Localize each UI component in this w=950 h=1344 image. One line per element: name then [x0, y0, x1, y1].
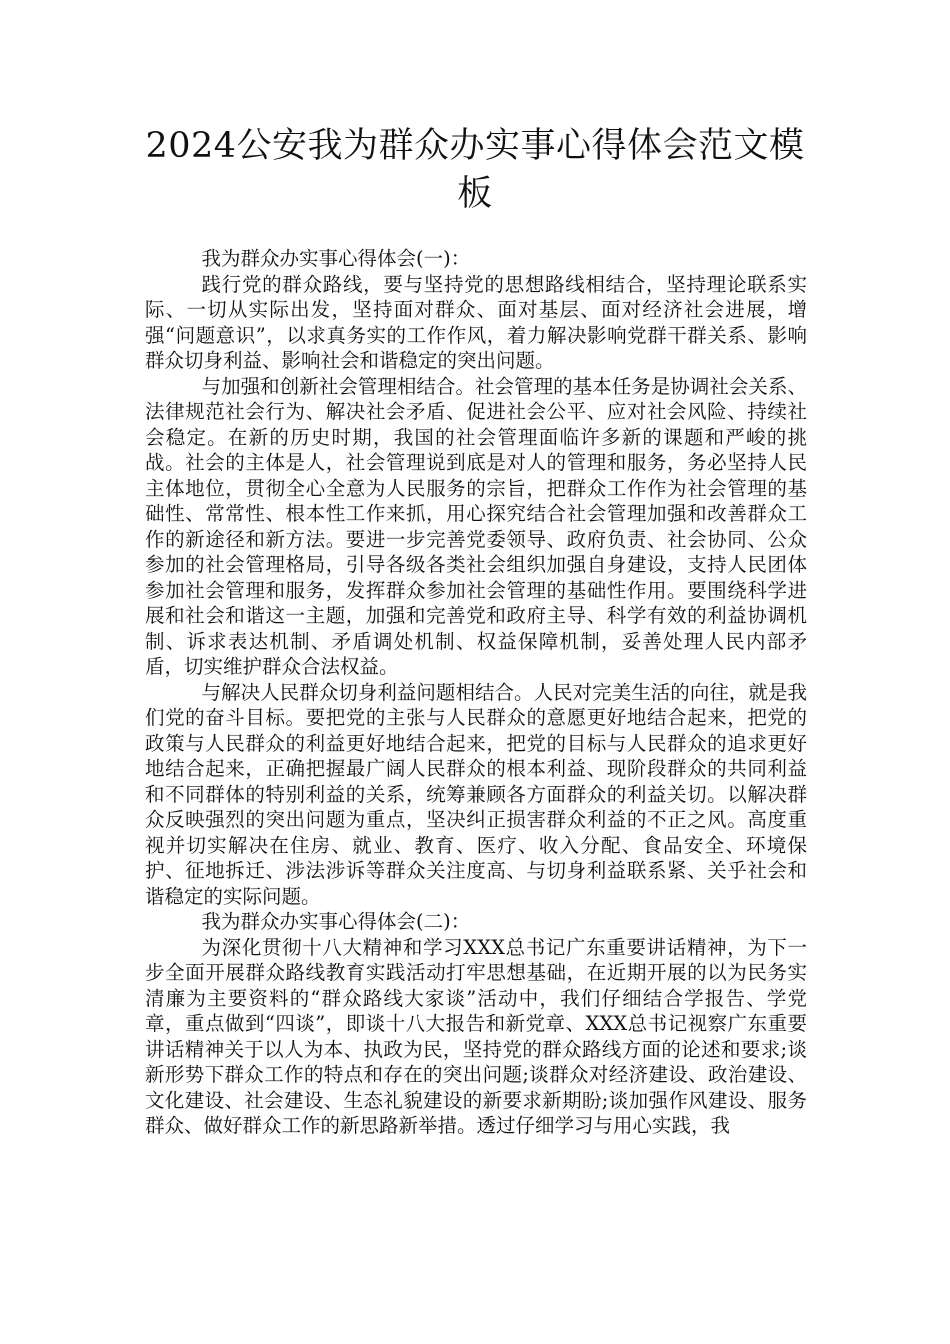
body-paragraph: 与解决人民群众切身利益问题相结合。人民对完美生活的向往，就是我们党的奋斗目标。要把党的主张与人民群众的意愿更好地结合起来，把党的政策与人民群众的利益更好地结合起来，把党的目标与人民群众的追求更好地结合起来，正确把握最广阔人民群众的根本利益、现阶段群众的共同利益和不同群体的特别利益的关系，统筹兼顾各方面群众的利益关切。以解决群众反映强烈的突出问题为重点，坚决纠正损害群众利益的不正之风。高度重视并切实解决在住房、就业、教育、医疗、收入分配、食品安全、环境保护、征地拆迁、涉法涉诉等群众关注度高、与切身利益联系紧、关乎社会和谐稳定的实际问题。 — [145, 680, 807, 908]
section-heading: 我为群众办实事心得体会(一)： — [201, 247, 471, 270]
document-title: 2024公安我为群众办实事心得体会范文模板 — [145, 126, 805, 214]
section-heading: 我为群众办实事心得体会(二)： — [201, 910, 471, 933]
body-paragraph: 为深化贯彻十八大精神和学习XXX总书记广东重要讲话精神，为下一步全面开展群众路线教育实践活动打牢思想基础，在近期开展的以为民务实清廉为主要资料的“群众路线大家谈”活动中，我们仔细结合学报告、学党章，重点做到“四谈”，即谈十八大报告和新党章、XXX总书记视察广东重要讲话精神关于以人为本、执政为民，坚持党的群众路线方面的论述和要求;谈新形势下群众工作的特点和存在的突出问题;谈群众对经济建设、政治建设、文化建设、社会建设、生态礼貌建设的新要求新期盼;谈加强作风建设、服务群众、做好群众工作的新思路新举措。透过仔细学习与用心实践，我 — [145, 935, 807, 1137]
body-paragraph: 践行党的群众路线，要与坚持党的思想路线相结合，坚持理论联系实际、一切从实际出发，坚持面对群众、面对基层、面对经济社会进展，增强“问题意识”，以求真务实的工作作风，着力解决影响党群干群关系、影响群众切身利益、影响社会和谐稳定的突出问题。 — [145, 272, 807, 372]
body-paragraph: 与加强和创新社会管理相结合。社会管理的基本任务是协调社会关系、法律规范社会行为、解决社会矛盾、促进社会公平、应对社会风险、持续社会稳定。在新的历史时期，我国的社会管理面临许多新的课题和严峻的挑战。社会的主体是人，社会管理说到底是对人的管理和服务，务必坚持人民主体地位，贯彻全心全意为人民服务的宗旨，把群众工作作为社会管理的基础性、常常性、根本性工作来抓，用心探究结合社会管理加强和改善群众工作的新途径和新方法。要进一步完善党委领导、政府负责、社会协同、公众参加的社会管理格局，引导各级各类社会组织加强自身建设，支持人民团体参加社会管理和服务，发挥群众参加社会管理的基础性作用。要围绕科学进展和社会和谐这一主题，加强和完善党和政府主导、科学有效的利益协调机制、诉求表达机制、矛盾调处机制、权益保障机制，妥善处理人民内部矛盾，切实维护群众合法权益。 — [145, 374, 807, 678]
document-body — [145, 246, 807, 1139]
